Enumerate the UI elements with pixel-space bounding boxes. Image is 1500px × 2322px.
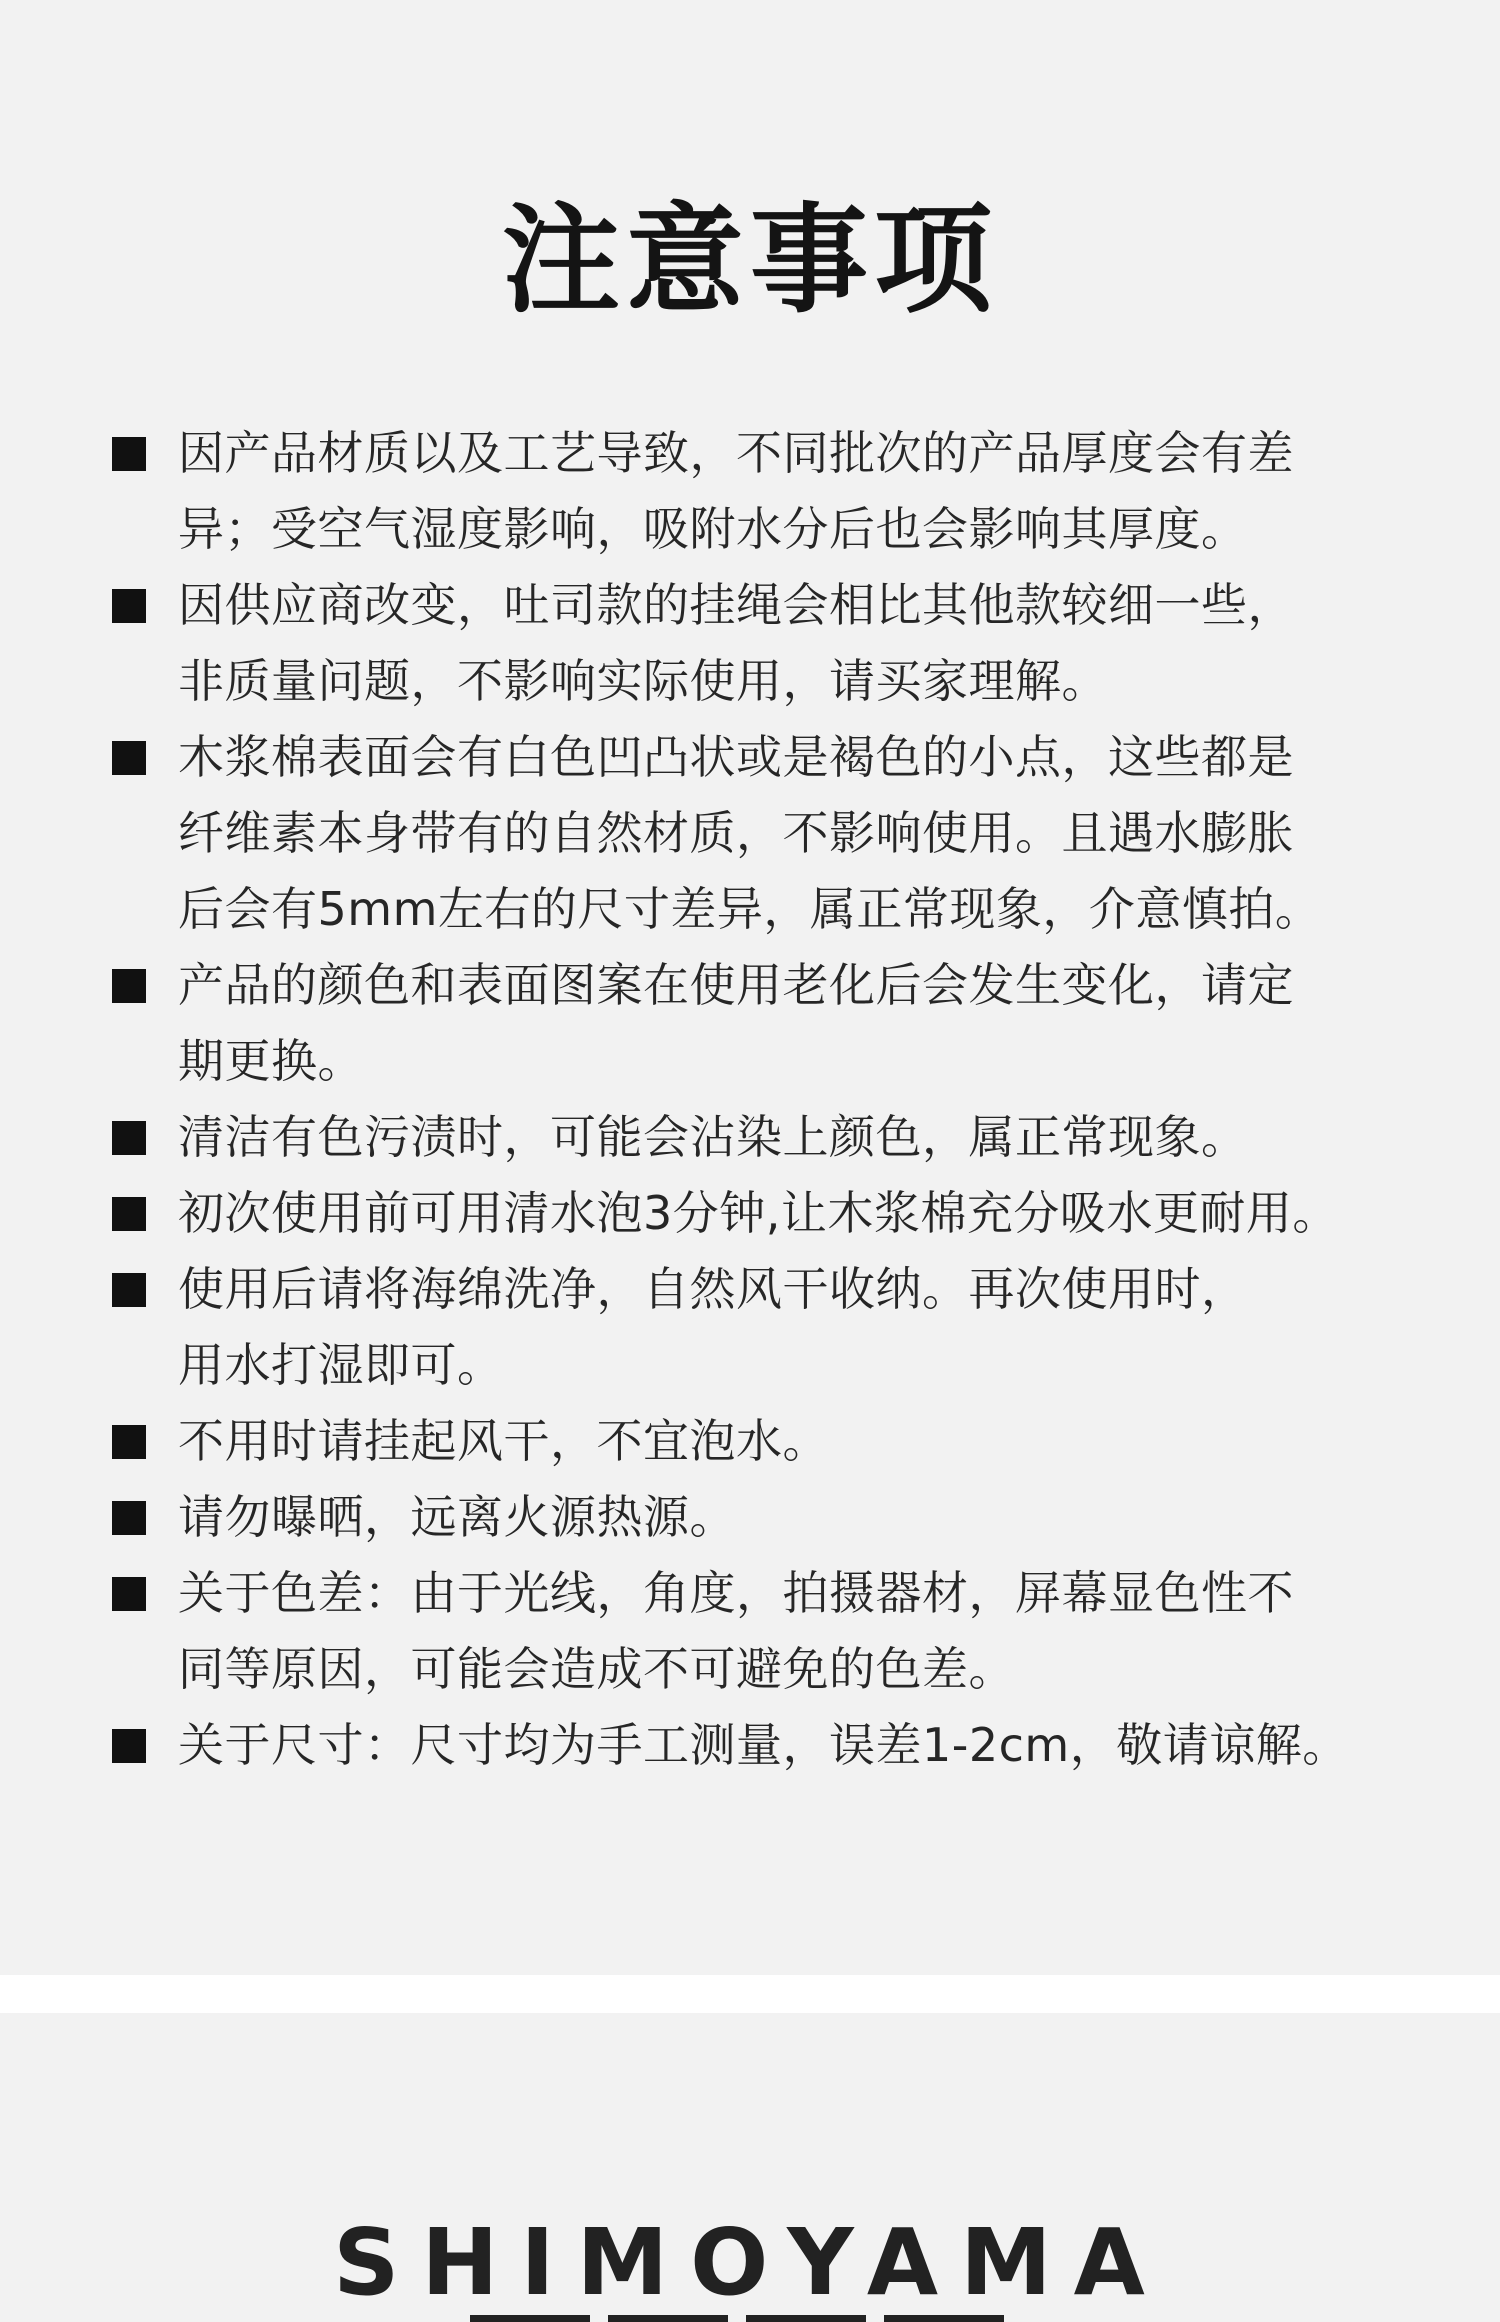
logo-mark-stroke: [746, 2315, 866, 2322]
square-bullet-icon: [112, 1197, 146, 1231]
notice-text: 请勿曝晒，远离火源热源。: [178, 1490, 736, 1544]
brand-logo: SHIMOYAMA: [333, 2209, 1167, 2316]
logo-mark-stroke: [608, 2315, 728, 2322]
notice-text: 不用时请挂起风干，不宜泡水。: [178, 1414, 829, 1468]
notice-text: 清洁有色污渍时，可能会沾染上颜色，属正常现象。: [178, 1110, 1248, 1164]
square-bullet-icon: [112, 1273, 146, 1307]
section-divider: [0, 1975, 1500, 2013]
notice-item: [112, 719, 1382, 947]
notice-text: 关于色差：由于光线，角度，拍摄器材，屏幕显色性不 同等原因，可能会造成不可避免的色差。: [178, 1566, 1294, 1696]
brand-subtitle-partial: [470, 2315, 1030, 2322]
notice-item: [112, 1479, 1382, 1555]
notice-text: 初次使用前可用清水泡3分钟,让木浆棉充分吸水更耐用。: [178, 1186, 1339, 1240]
notice-text: 产品的颜色和表面图案在使用老化后会发生变化，请定 期更换。: [178, 958, 1294, 1088]
notice-item: [112, 1707, 1382, 1783]
square-bullet-icon: [112, 969, 146, 1003]
notice-list: [112, 415, 1382, 1783]
square-bullet-icon: [112, 1577, 146, 1611]
page-title: 注意事项: [501, 191, 998, 329]
square-bullet-icon: [112, 1425, 146, 1459]
notice-text: 关于尺寸：尺寸均为手工测量，误差1-2cm，敬请谅解。: [178, 1718, 1349, 1772]
notice-item: [112, 1099, 1382, 1175]
square-bullet-icon: [112, 437, 146, 471]
notice-item: [112, 1175, 1382, 1251]
logo-mark-stroke: [470, 2315, 590, 2322]
square-bullet-icon: [112, 1121, 146, 1155]
logo-mark-stroke: [884, 2315, 1004, 2322]
notice-text: 使用后请将海绵洗净，自然风干收纳。再次使用时， 用水打湿即可。: [178, 1262, 1248, 1392]
square-bullet-icon: [112, 589, 146, 623]
square-bullet-icon: [112, 741, 146, 775]
notice-item: [112, 415, 1382, 567]
notice-item: [112, 947, 1382, 1099]
square-bullet-icon: [112, 1729, 146, 1763]
notice-item: [112, 567, 1382, 719]
notice-item: [112, 1251, 1382, 1403]
notice-text: 因供应商改变，吐司款的挂绳会相比其他款较细一些， 非质量问题，不影响实际使用，请买家理解。: [178, 578, 1294, 708]
notice-item: [112, 1555, 1382, 1707]
square-bullet-icon: [112, 1501, 146, 1535]
notice-text: 因产品材质以及工艺导致，不同批次的产品厚度会有差 异；受空气湿度影响，吸附水分后也会影响其厚度。: [178, 426, 1294, 556]
brand-panel: [0, 2013, 1500, 2322]
notice-text: 木浆棉表面会有白色凹凸状或是褐色的小点，这些都是 纤维素本身带有的自然材质，不影响使用。且遇水膨胀 后会有5mm左右的尺寸差异，属正常现象，介意慎拍。: [178, 730, 1322, 936]
notice-item: [112, 1403, 1382, 1479]
